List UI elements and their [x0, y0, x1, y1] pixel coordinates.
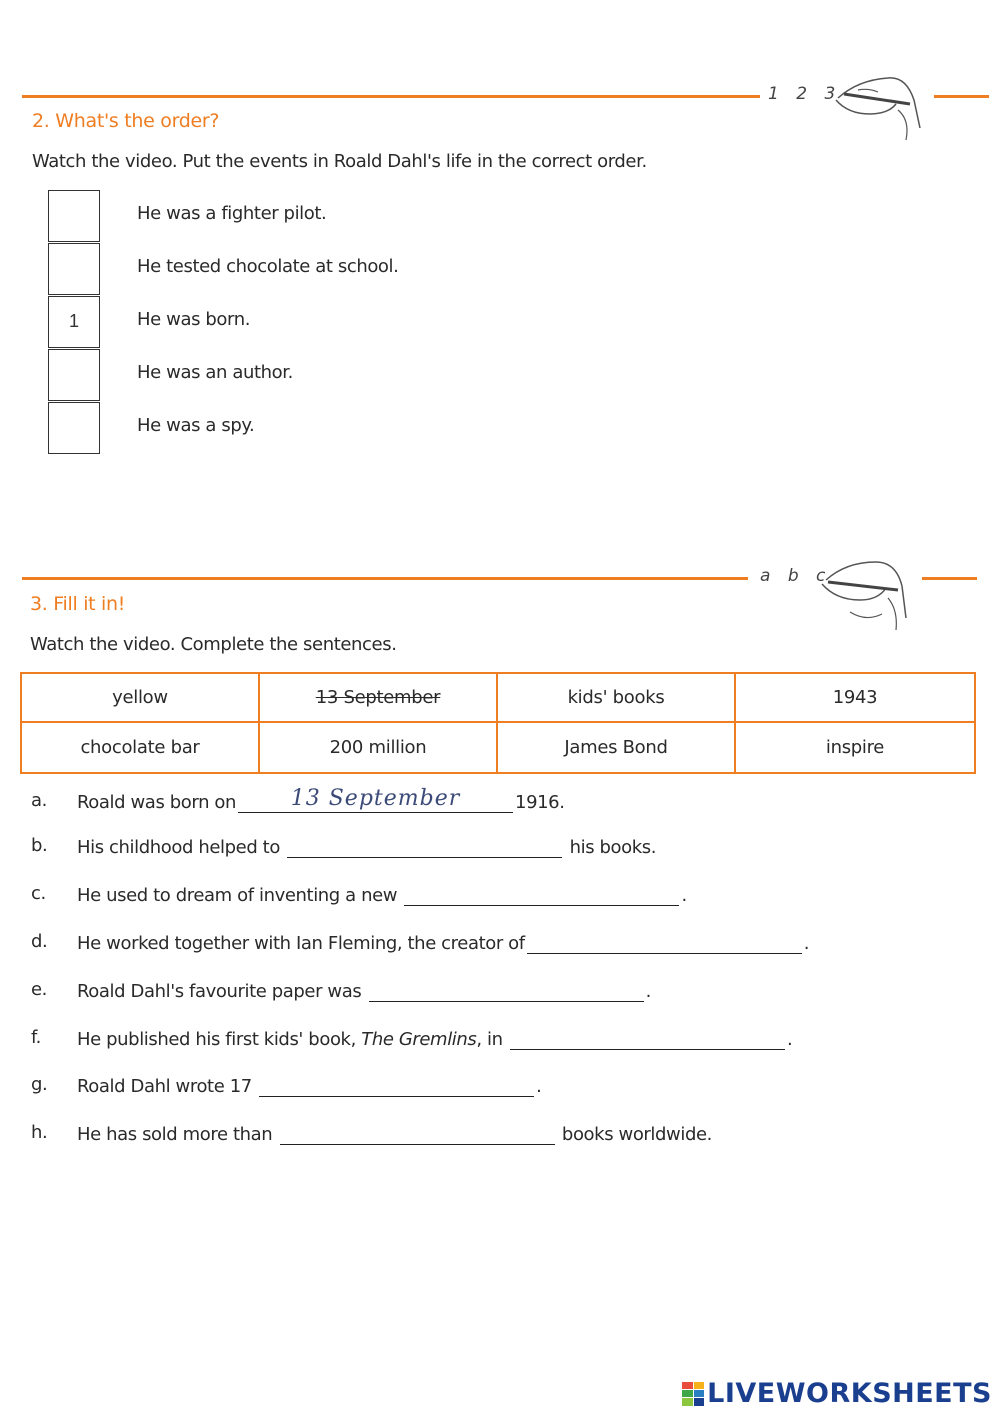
sentence-text: He published his first kids' book,	[77, 1029, 356, 1050]
sentence-letter: b.	[31, 835, 48, 856]
sentence-text-end: 1916.	[515, 792, 565, 813]
sentence-text: Roald Dahl's favourite paper was	[77, 981, 362, 1002]
section2-divider-right	[934, 95, 989, 98]
event-text: He was an author.	[137, 362, 293, 383]
word-bank-item: James Bond	[498, 723, 736, 772]
answer-blank[interactable]	[280, 1122, 555, 1145]
event-text: He was a spy.	[137, 415, 255, 436]
logo-square	[682, 1382, 693, 1389]
answer-blank[interactable]	[259, 1074, 534, 1097]
answer-blank[interactable]	[510, 1027, 785, 1050]
section3-instruction: Watch the video. Complete the sentences.	[30, 634, 397, 655]
sentence-g	[0, 1074, 1000, 1104]
section2-number-decoration: 1 2 3	[768, 84, 842, 104]
sentence-h	[0, 1122, 1000, 1152]
section2-title: 2. What's the order?	[32, 110, 220, 132]
event-text: He was born.	[137, 309, 251, 330]
logo-square	[694, 1398, 705, 1405]
writing-hand-icon	[806, 554, 916, 638]
order-answer-box[interactable]	[48, 349, 100, 401]
sentence-text: His childhood helped to	[77, 837, 280, 858]
answer-blank[interactable]	[369, 979, 644, 1002]
event-text: He tested chocolate at school.	[137, 256, 399, 277]
answer-blank[interactable]	[527, 931, 802, 954]
sentence-text-end: his books.	[569, 837, 657, 858]
section3-title: 3. Fill it in!	[30, 593, 126, 615]
answer-blank[interactable]	[287, 835, 562, 858]
sentence-letter: f.	[31, 1027, 41, 1048]
word-bank	[20, 672, 976, 774]
order-answer-box[interactable]	[48, 402, 100, 454]
word-bank-item: chocolate bar	[22, 723, 260, 772]
logo-square	[694, 1390, 705, 1397]
sentence-text-end: books worldwide.	[561, 1124, 713, 1145]
order-answer-box[interactable]: 1	[48, 296, 100, 348]
sentence-f	[0, 1027, 1000, 1057]
section3-divider-right	[922, 577, 977, 580]
logo-square	[682, 1390, 693, 1397]
word-bank-item: kids' books	[498, 674, 736, 723]
sentence-b	[0, 835, 1000, 865]
section3-divider-left	[22, 577, 748, 580]
sentence-text: He worked together with Ian Fleming, the creator of	[77, 933, 525, 954]
word-bank-item: 1943	[736, 674, 974, 723]
sentence-letter: d.	[31, 931, 48, 952]
sentence-text: He used to dream of inventing a new	[77, 885, 398, 906]
logo-square	[694, 1382, 705, 1389]
writing-hand-icon	[818, 70, 928, 150]
word-bank-item: yellow	[22, 674, 260, 723]
section3-letter-decoration: a b c	[760, 566, 832, 586]
sentence-text-end: .	[786, 1029, 793, 1050]
logo-square	[682, 1398, 693, 1405]
sentence-d	[0, 931, 1000, 961]
sentence-letter: h.	[31, 1122, 48, 1143]
sentence-text: Roald was born on	[77, 792, 237, 813]
sentence-text: Roald Dahl wrote 17	[77, 1076, 252, 1097]
section2-instruction: Watch the video. Put the events in Roald Dahl's life in the correct order.	[32, 151, 647, 172]
answer-blank[interactable]	[404, 883, 679, 906]
word-bank-item-used: 13 September	[260, 674, 498, 723]
sentence-a	[0, 786, 1000, 820]
sentence-text-end: .	[803, 933, 810, 954]
logo-text: LIVEWORKSHEETS	[707, 1378, 992, 1409]
handwritten-answer: 13 September	[290, 786, 461, 811]
word-bank-item: inspire	[825, 737, 885, 758]
order-answer-box[interactable]	[48, 190, 100, 242]
event-text: He was a fighter pilot.	[137, 203, 327, 224]
book-title: The Gremlins	[361, 1029, 477, 1050]
word-bank-item: 200 million	[260, 723, 498, 772]
section2-divider-left	[22, 95, 760, 98]
sentence-text-mid: , in	[476, 1029, 503, 1050]
sentence-c	[0, 883, 1000, 913]
sentence-letter: a.	[31, 790, 47, 811]
sentence-text-end: .	[536, 1076, 542, 1097]
sentence-text-end: .	[645, 981, 651, 1002]
sentence-text: He has sold more than	[77, 1124, 273, 1145]
sentence-letter: g.	[31, 1074, 48, 1095]
answer-blank[interactable]	[238, 786, 513, 813]
liveworksheets-logo-icon	[682, 1382, 704, 1406]
sentence-text-end: .	[681, 885, 687, 906]
sentence-letter: e.	[31, 979, 47, 1000]
liveworksheets-logo	[682, 1378, 992, 1409]
sentence-letter: c.	[31, 883, 46, 904]
order-answer-box[interactable]	[48, 243, 100, 295]
sentence-e	[0, 979, 1000, 1009]
